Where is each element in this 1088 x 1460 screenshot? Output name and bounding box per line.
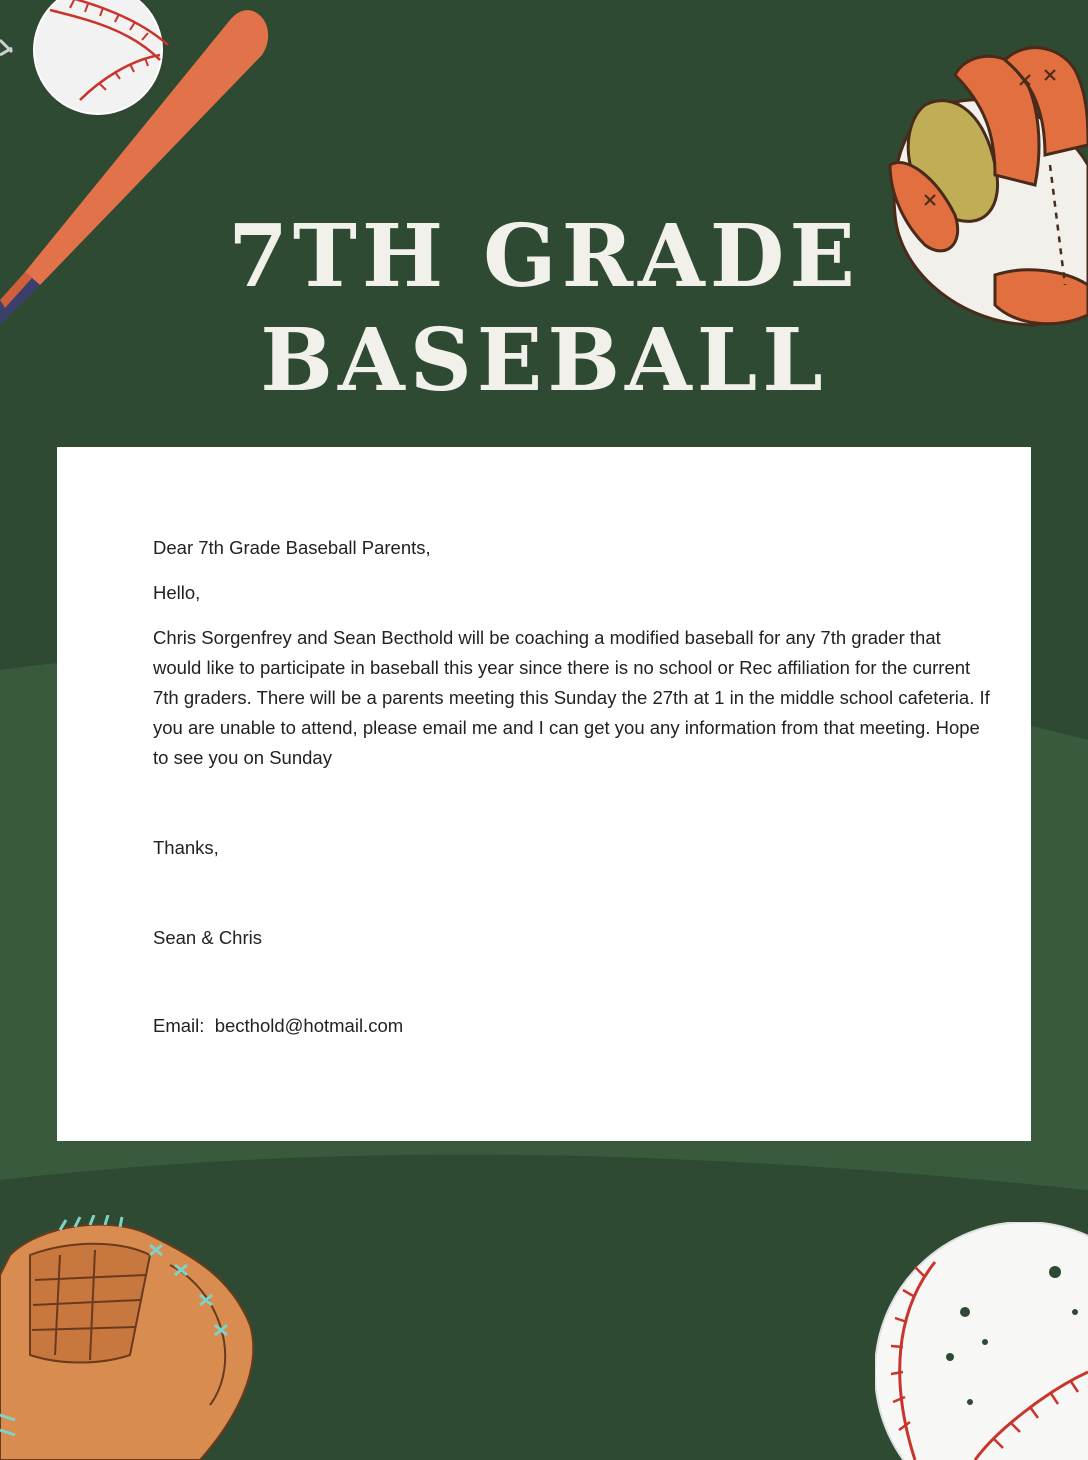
title-line-2: BASEBALL [260, 310, 828, 411]
letter-body [153, 533, 993, 1041]
email-label: Email: [153, 1015, 205, 1036]
page-title [0, 205, 1088, 413]
letter-hello: Hello, [153, 582, 201, 603]
letter-greeting: Dear 7th Grade Baseball Parents, [153, 537, 431, 558]
letter-closing: Thanks, [153, 837, 219, 858]
baseball-icon [875, 1222, 1088, 1460]
letter-card [57, 447, 1031, 1141]
letter-signature: Sean & Chris [153, 927, 262, 948]
email-address: becthold@hotmail.com [214, 1015, 404, 1036]
letter-paragraph: Chris Sorgenfrey and Sean Becthold will be coaching a modified baseball for any 7th grader that would like to participate in baseball this year since there is no school or Rec affiliation for the current 7th graders. There will be a parents meeting this Sunday the 27th at 1 in the middle school cafeteria. If you are unable to attend, please email me and I can get you any information from that meeting. Hope to see you on Sunday [153, 627, 990, 768]
letter-email-line [153, 1011, 993, 1041]
glove-icon [0, 1215, 265, 1460]
title-line-1: 7TH GRADE [228, 206, 860, 307]
